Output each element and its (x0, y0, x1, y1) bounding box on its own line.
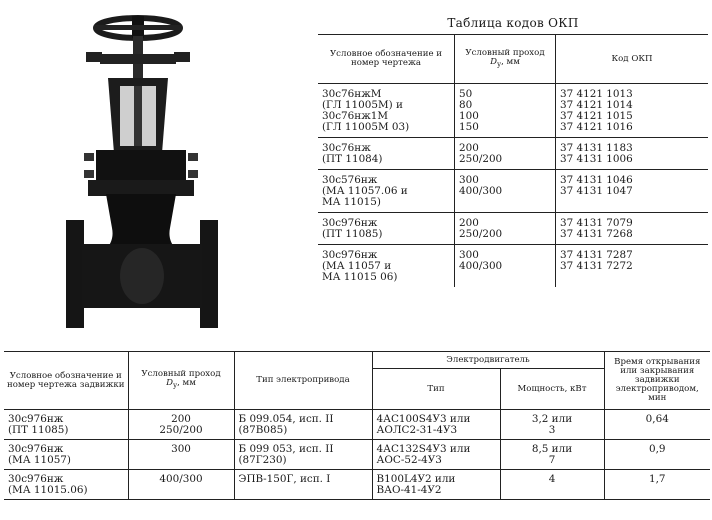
drive-designation: 30с976нж (МА 11057) (4, 440, 128, 470)
drive-header-type: Тип электропривода (234, 352, 372, 410)
okp-bore: 200 250/200 (455, 213, 556, 245)
okp-code: 37 4121 1013 37 4121 1014 37 4121 1015 37 4121 1016 (556, 84, 709, 138)
okp-bore: 300 400/300 (455, 245, 556, 288)
drive-designation: 30с976нж (МА 11015.06) (4, 470, 128, 500)
okp-table-title: Таблица кодов ОКП (447, 16, 579, 30)
okp-designation: 30с76нжМ (ГЛ 11005М) и 30с76нж1М (ГЛ 11005М 03) (322, 88, 410, 133)
table-row (318, 138, 708, 170)
drive-bore: 400/300 (128, 470, 234, 500)
okp-bore: 300 400/300 (455, 170, 556, 213)
drive-header-motor: Электродвигатель (372, 352, 604, 369)
drive-bore: 200 250/200 (128, 410, 234, 440)
drive-header-bore: Условный проход $D_у$, мм (128, 352, 234, 410)
okp-code: 37 4131 1046 37 4131 1047 (556, 170, 709, 213)
okp-code: 37 4131 1183 37 4131 1006 (556, 138, 709, 170)
motor-power: 8,5 или 7 (500, 440, 604, 470)
okp-header-code: Код ОКП (556, 35, 709, 84)
drive-type: ЭПВ-150Г, исп. I (234, 470, 372, 500)
motor-type: В100L4У2 или ВАО-41-4У2 (372, 470, 500, 500)
table-row (318, 245, 708, 288)
okp-designation: 30с976нж (МА 11057 и МА 11015 06) (318, 245, 455, 288)
drive-header-motor-type: Тип (372, 369, 500, 410)
okp-header-designation: Условное обозначение и номер чертежа (318, 35, 455, 84)
motor-power: 3,2 или 3 (500, 410, 604, 440)
table-row (318, 84, 708, 138)
okp-designation: 30с976нж (ПТ 11085) (318, 213, 455, 245)
drive-bore: 300 (128, 440, 234, 470)
operation-time: 0,9 (604, 440, 710, 470)
drive-type: Б 099 053, исп. II (87Г230) (234, 440, 372, 470)
drive-header-motor-power: Мощность, кВт (500, 369, 604, 410)
motor-power: 4 (500, 470, 604, 500)
okp-designation: 30с76нж (ПТ 11084) (318, 138, 455, 170)
drive-header-designation: Условное обозначение и номер чертежа задвижки (4, 352, 128, 410)
table-row (4, 440, 710, 470)
table-row (4, 470, 710, 500)
drive-type: Б 099.054, исп. II (87В085) (234, 410, 372, 440)
operation-time: 0,64 (604, 410, 710, 440)
okp-code-table (318, 34, 708, 287)
motor-type: 4АС132S4У3 или АОС-52-4У3 (372, 440, 500, 470)
gate-valve-image (58, 8, 246, 328)
drive-table (4, 351, 710, 500)
okp-bore: 50 80 100 150 (455, 84, 556, 138)
drive-designation: 30с976нж (ПТ 11085) (8, 413, 69, 436)
okp-code: 37 4131 7079 37 4131 7268 (556, 213, 709, 245)
okp-bore: 200 250/200 (455, 138, 556, 170)
table-row (4, 410, 710, 440)
okp-designation: 30с576нж (МА 11057.06 и МА 11015) (318, 170, 455, 213)
okp-header-bore: Условный проход $D_у$, мм (455, 35, 556, 84)
drive-header-time: Время открывания или закрывания задвижки электроприводом, мин (604, 352, 710, 410)
motor-type: 4АС100S4У3 или АОЛС2-31-4У3 (372, 410, 500, 440)
operation-time: 1,7 (604, 470, 710, 500)
table-row (318, 170, 708, 213)
okp-code: 37 4131 7287 37 4131 7272 (556, 245, 709, 288)
table-row (318, 213, 708, 245)
